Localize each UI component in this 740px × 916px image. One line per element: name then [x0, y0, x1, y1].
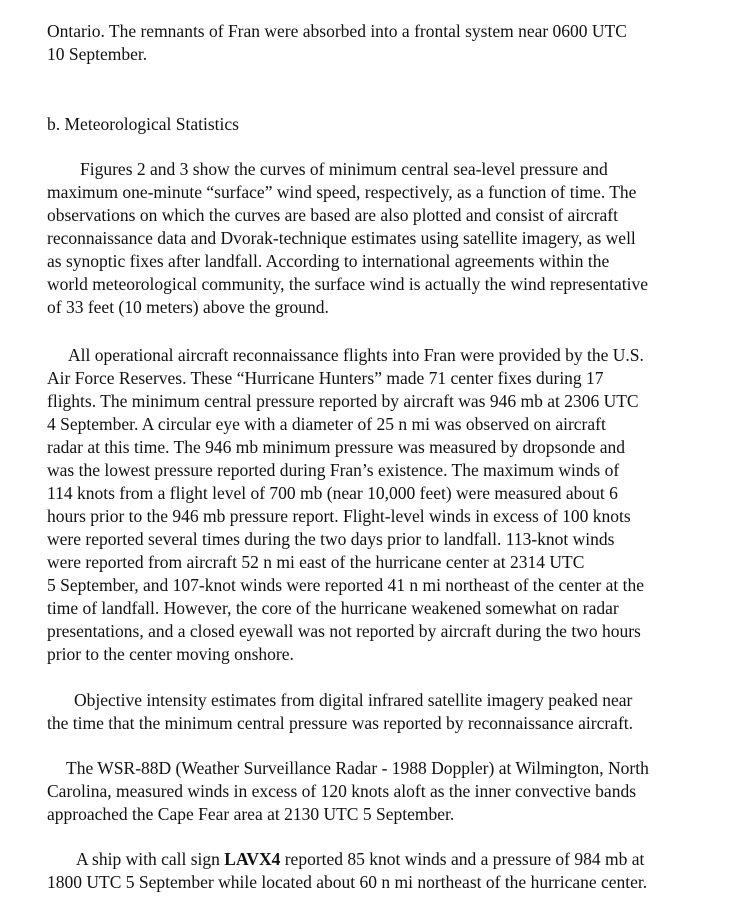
- text-line: Air Force Reserves. These “Hurricane Hunters” made 71 center fixes during 17: [47, 368, 604, 388]
- text-line: [76, 848, 644, 870]
- ship-call-sign: LAVX4: [224, 849, 281, 869]
- text-line: 5 September, and 107-knot winds were reported 41 n mi northeast of the center at the: [47, 575, 645, 595]
- text-line: time of landfall. However, the core of the hurricane weakened somewhat on radar: [47, 598, 619, 618]
- text-line: hours prior to the 946 mb pressure report. Flight-level winds in excess of 100 knots: [47, 506, 631, 526]
- text-line: observations on which the curves are based are also plotted and consist of aircraft: [47, 205, 618, 225]
- text-line: 10 September.: [47, 44, 148, 64]
- text-run: A ship with call sign: [76, 849, 225, 869]
- text-line: Figures 2 and 3 show the curves of minimum central sea-level pressure and: [80, 159, 608, 179]
- section-heading: b. Meteorological Statistics: [47, 114, 239, 134]
- text-line: world meteorological community, the surface wind is actually the wind representative: [47, 274, 648, 294]
- text-line: 114 knots from a flight level of 700 mb (near 10,000 feet) were measured about 6: [47, 483, 618, 503]
- text-line: presentations, and a closed eyewall was not reported by aircraft during the two hours: [47, 621, 641, 641]
- text-line: reconnaissance data and Dvorak-technique estimates using satellite imagery, as well: [47, 228, 636, 248]
- text-run: reported 85 knot winds and a pressure of 984 mb at: [280, 849, 645, 869]
- text-line: All operational aircraft reconnaissance flights into Fran were provided by the U.S.: [68, 345, 644, 365]
- text-line: as synoptic fixes after landfall. According to international agreements within the: [47, 251, 610, 271]
- text-line: were reported from aircraft 52 n mi east of the hurricane center at 2314 UTC: [47, 552, 585, 572]
- text-line: prior to the center moving onshore.: [47, 644, 294, 664]
- text-line: Ontario. The remnants of Fran were absorbed into a frontal system near 0600 UTC: [47, 21, 627, 41]
- text-line: The WSR-88D (Weather Surveillance Radar - 1988 Doppler) at Wilmington, North: [66, 758, 649, 778]
- text-line: radar at this time. The 946 mb minimum pressure was measured by dropsonde and: [47, 437, 626, 457]
- text-line: 1800 UTC 5 September while located about 60 n mi northeast of the hurricane center.: [47, 872, 648, 892]
- text-line: the time that the minimum central pressure was reported by reconnaissance aircraft.: [47, 713, 634, 733]
- text-line: Carolina, measured winds in excess of 120 knots aloft as the inner convective bands: [47, 781, 637, 801]
- text-line: approached the Cape Fear area at 2130 UTC 5 September.: [47, 804, 455, 824]
- text-line: were reported several times during the two days prior to landfall. 113-knot winds: [47, 529, 615, 549]
- text-line: was the lowest pressure reported during Fran’s existence. The maximum winds of: [47, 460, 620, 480]
- text-line: maximum one-minute “surface” wind speed, respectively, as a function of time. The: [47, 182, 637, 202]
- text-line: of 33 feet (10 meters) above the ground.: [47, 297, 329, 317]
- text-line: 4 September. A circular eye with a diameter of 25 n mi was observed on aircraft: [47, 414, 606, 434]
- text-line: flights. The minimum central pressure reported by aircraft was 946 mb at 2306 UTC: [47, 391, 639, 411]
- text-line: Objective intensity estimates from digital infrared satellite imagery peaked near: [74, 690, 633, 710]
